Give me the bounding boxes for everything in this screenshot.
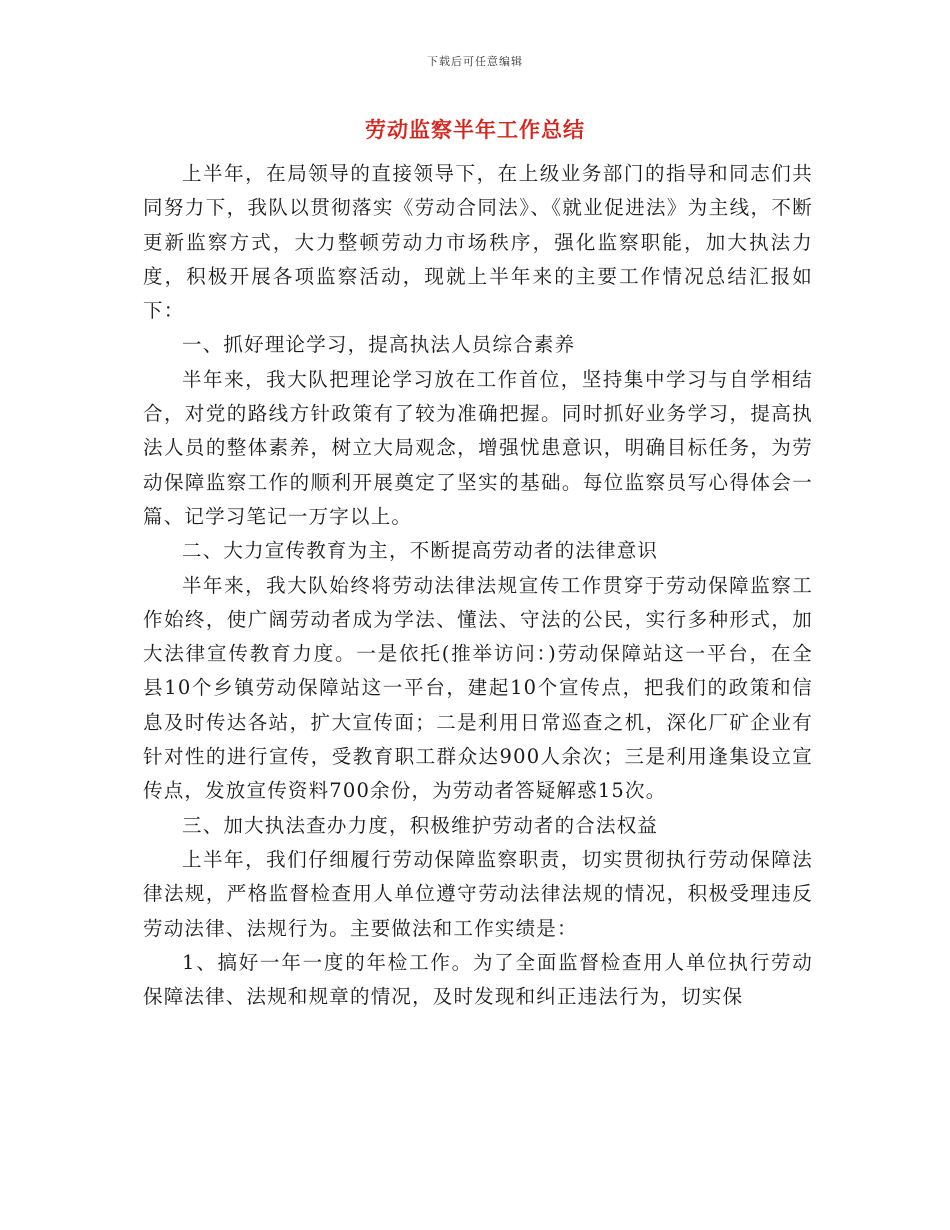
section-1-paragraph: 半年来，我大队把理论学习放在工作首位，坚持集中学习与自学相结合，对党的路线方针政策有了较为准确把握。同时抓好业务学习，提高执法人员的整体素养，树立大局观念，增强忧患意识，明确目标任务，为劳动保障监察工作的顺利开展奠定了坚实的基础。每位监察员写心得体会一篇、记学习笔记一万字以上。 (143, 367, 813, 528)
section-3-paragraph: 上半年，我们仔细履行劳动保障监察职责，切实贯彻执行劳动保障法律法规，严格监督检查用人单位遵守劳动法律法规的情况，积极受理违反劳动法律、法规行为。主要做法和工作实绩是： (143, 847, 813, 940)
section-heading-1: 一、抓好理论学习，提高执法人员综合素养 (182, 333, 576, 357)
section-3-item-1: 1、搞好一年一度的年检工作。为了全面监督检查用人单位执行劳动保障法律、法规和规章的情况，及时发现和纠正违法行为，切实保 (143, 950, 813, 1009)
section-heading-3: 三、加大执法查办力度，积极维护劳动者的合法权益 (182, 813, 659, 837)
document-body (143, 157, 813, 1014)
document-title: 劳动监察半年工作总结 (365, 117, 585, 142)
header-note: 下载后可任意编辑 (427, 55, 523, 68)
section-2-paragraph: 半年来，我大队始终将劳动法律法规宣传工作贯穿于劳动保障监察工作始终，使广阔劳动者成为学法、懂法、守法的公民，实行多种形式，加大法律宣传教育力度。一是依托(推举访问：)劳动保障站这一平台，在全县10个乡镇劳动保障站这一平台，建起10个宣传点，把我们的政策和信息及时传达各站，扩大宣传面；二是利用日常巡查之机，深化厂矿企业有针对性的进行宣传，受教育职工群众达900人余次；三是利用逢集设立宣传点，发放宣传资料700余份，为劳动者答疑解惑15次。 (143, 573, 813, 803)
intro-paragraph: 上半年，在局领导的直接领导下，在上级业务部门的指导和同志们共同努力下，我队以贯彻落实《劳动合同法》、《就业促进法》为主线，不断更新监察方式，大力整顿劳动力市场秩序，强化监察职能，加大执法力度，积极开展各项监察活动，现就上半年来的主要工作情况总结汇报如下： (143, 162, 813, 323)
section-heading-2: 二、大力宣传教育为主，不断提高劳动者的法律意识 (182, 539, 659, 563)
